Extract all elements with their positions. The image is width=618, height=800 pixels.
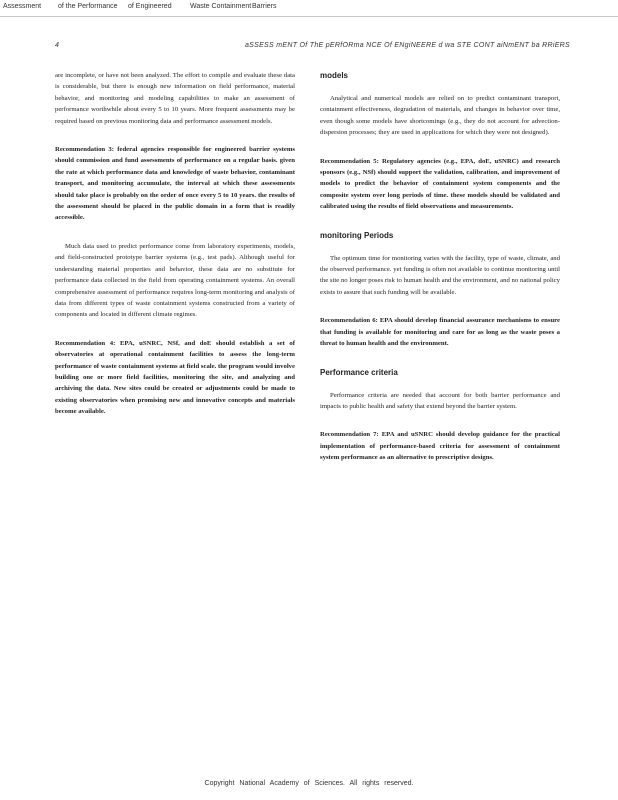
header-item: of the Performance	[58, 3, 118, 10]
header-item: of Engineered	[128, 3, 172, 10]
recommendation-7: Recommendation 7: EPA and uSNRC should develop guidance for the practical implementation of performance-based criteria for assessment of containment system performance as an alternative to prescriptive designs.	[320, 431, 560, 462]
section-heading-models: models	[320, 71, 349, 80]
body-paragraph: are incomplete, or have not been analyzed. The effort to compile and evaluate these data is considerable, but there is enough new information on field performance, material behavior, and monitoring and modeling capabilities to make an assessment of performance worthwhile about every 5 to 10 years. More frequent assessments may be required based on previous monitoring data and performance assessment models.	[55, 72, 295, 125]
recommendation-5: Recommendation 5: Regulatory agencies (e.g., EPA, doE, uSNRC) and research sponsors (e.g., NSf) should support the validation, calibration, and improvement of models to predict the behavior of containment system components and the composite system over long periods of time. these models should be validated and calibrated using the results of field observations and measurements.	[320, 157, 560, 211]
header-item: Barriers	[252, 3, 277, 10]
body-paragraph: Analytical and numerical models are relied on to predict contaminant transport, containment effectiveness, degradation of materials, and changes in behavior over time, even though some models have shortcomings (e.g., they do not account for advection-dispersion processes; they are used in applications for which they were not designed).	[320, 95, 560, 137]
body-paragraph: Performance criteria are needed that account for both barrier performance and impacts to public health and safety that extend beyond the barrier system.	[320, 391, 560, 410]
right-column	[320, 70, 560, 464]
header-item: Waste Containment	[190, 3, 252, 10]
section-heading-monitoring: monitoring Periods	[320, 230, 394, 240]
left-column	[55, 70, 295, 418]
header-item: Assessment	[3, 3, 42, 10]
body-paragraph: The optimum time for monitoring varies with the facility, type of waste, climate, and the observed performance. yet funding is often not available to continue monitoring until the site no longer poses risk to human health and the environment, and no national policy exists to assure that such funding will be available.	[320, 254, 560, 296]
copyright-footer: Copyright National Academy of Sciences. All rights reserved.	[204, 780, 414, 787]
recommendation-4: Recommendation 4: EPA, uSNRC, NSf, and doE should establish a set of observatories at operational containment facilities to assess the long-term performance of waste containment systems at field scale. the program would involve building one or more field facilities, monitoring the site, and analyzing and archiving the data. New sites could be created or adjustments could be made to existing observatories when promising new and innovative concepts and materials become available.	[55, 339, 295, 416]
recommendation-3: Recommendation 3: federal agencies responsible for engineered barrier systems should commission and fund assessments of performance on a regular basis. given the rate at which performance data and knowledge of waste behavior, contaminant transport, and monitoring accumulate, the interval at which these assessments should take place is probably on the order of once every 5 to 10 years. the results of the assessment should be placed in the public domain in a form that is readily accessible.	[55, 146, 295, 222]
recommendation-6: Recommendation 6: EPA should develop financial assurance mechanisms to ensure that funding is available for monitoring and care for as long as the waste poses a threat to human health and the environment.	[320, 317, 560, 348]
running-title: aSSESS mENT Of ThE pERfORma NCE Of ENgiNEERE d wa STE CONT aiNmENT ba RRiERS	[244, 42, 570, 49]
section-heading-criteria: Performance criteria	[320, 367, 398, 377]
page-number: 4	[55, 42, 59, 49]
body-paragraph: Much data used to predict performance come from laboratory experiments, models, and field-constructed prototype barrier systems (e.g., test pads). Although useful for understanding material properties and behavior, these data are no substitute for performance data collected in the field from operating containment systems. An overall comprehensive assessment of performance requires long-term monitoring and analysis of data from different types of waste containment systems constructed from a variety of components and located in different climate regimes.	[55, 242, 295, 319]
source-header-bar	[0, 0, 618, 17]
